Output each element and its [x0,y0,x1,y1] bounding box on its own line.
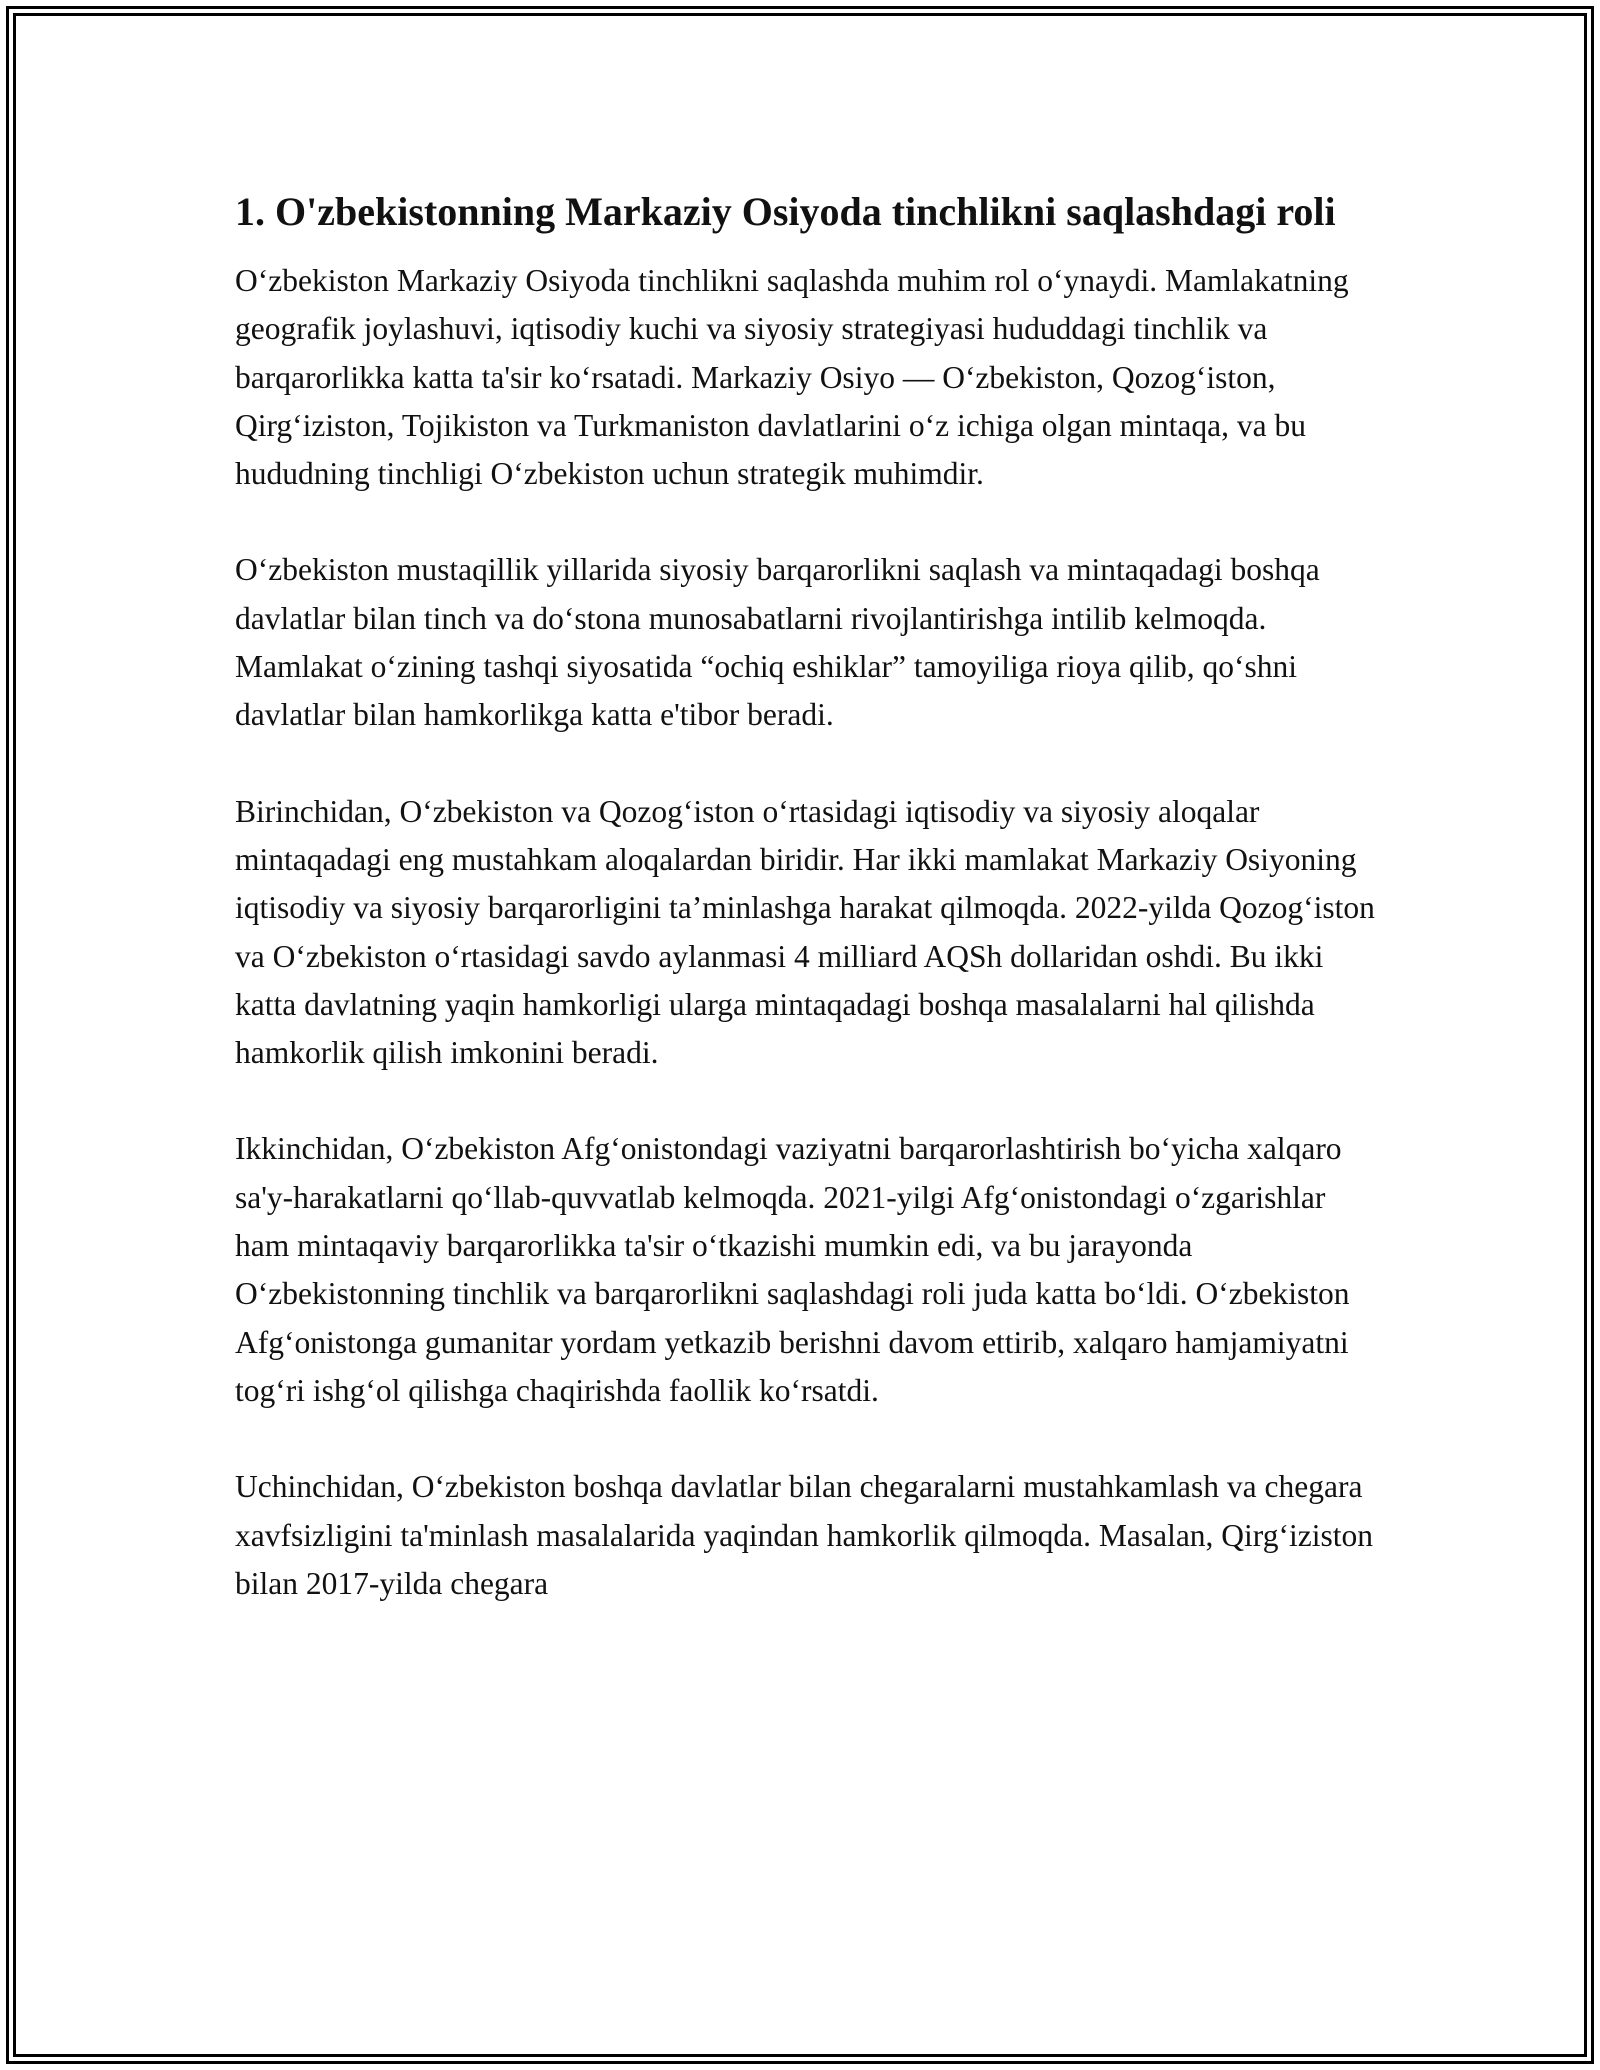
document-body [235,185,1375,1656]
paragraph-intro: O‘zbekiston Markaziy Osiyoda tinchlikni saqlashda muhim rol o‘ynaydi. Mamlakatning geografik joylashuvi, iqtisodiy kuchi va siyosiy strategiyasi hududdagi tinchlik va barqarorlikka katta ta'sir ko‘rsatadi. Markaziy Osiyo — O‘zbekiston, Qozog‘iston, Qirg‘iziston, Tojikiston va Turkmaniston davlatlarini o‘z ichiga olgan mintaqa, va bu hududning tinchligi O‘zbekiston uchun strategik muhimdir. [235,263,1349,492]
paragraph-first-point: Birinchidan, O‘zbekiston va Qozog‘iston o‘rtasidagi iqtisodiy va siyosiy aloqalar mintaqadagi eng mustahkam aloqalardan biridir. Har ikki mamlakat Markaziy Osiyoning iqtisodiy va siyosiy barqarorligini ta’minlashga harakat qilmoqda. 2022-yilda Qozog‘iston va O‘zbekiston o‘rtasidagi savdo aylanmasi 4 milliard AQSh dollaridan oshdi. Bu ikki katta davlatning yaqin hamkorligi ularga mintaqadagi boshqa masalalarni hal qilishda hamkorlik qilish imkonini beradi. [235,793,1375,1071]
paragraph-third-point: Uchinchidan, O‘zbekiston boshqa davlatlar bilan chegaralarni mustahkamlash va chegara xavfsizligini ta'minlash masalalarida yaqindan hamkorlik qilmoqda. Masalan, Qirg‘iziston bilan 2017-yilda chegara [235,1469,1373,1601]
paragraph-foreign-policy: O‘zbekiston mustaqillik yillarida siyosiy barqarorlikni saqlash va mintaqadagi boshqa davlatlar bilan tinch va do‘stona munosabatlarni rivojlantirishga intilib kelmoqda. Mamlakat o‘zining tashqi siyosatida “ochiq eshiklar” tamoyiliga rioya qilib, qo‘shni davlatlar bilan hamkorlikga katta e'tibor beradi. [235,552,1320,733]
paragraph-second-point: Ikkinchidan, O‘zbekiston Afg‘onistondagi vaziyatni barqarorlashtirish bo‘yicha xalqaro sa'y-harakatlarni qo‘llab-quvvatlab kelmoqda. 2021-yilgi Afg‘onistondagi o‘zgarishlar ham mintaqaviy barqarorlikka ta'sir o‘tkazishi mumkin edi, va bu jarayonda O‘zbekistonning tinchlik va barqarorlikni saqlashdagi roli juda katta bo‘ldi. O‘zbekiston Afg‘onistonga gumanitar yordam yetkazib berishni davom ettirib, xalqaro hamjamiyatni tog‘ri ishg‘ol qilishga chaqirishda faollik ko‘rsatdi. [235,1131,1350,1408]
section-title: 1. O'zbekistonning Markaziy Osiyoda tinchlikni saqlashdagi roli [235,189,1336,234]
